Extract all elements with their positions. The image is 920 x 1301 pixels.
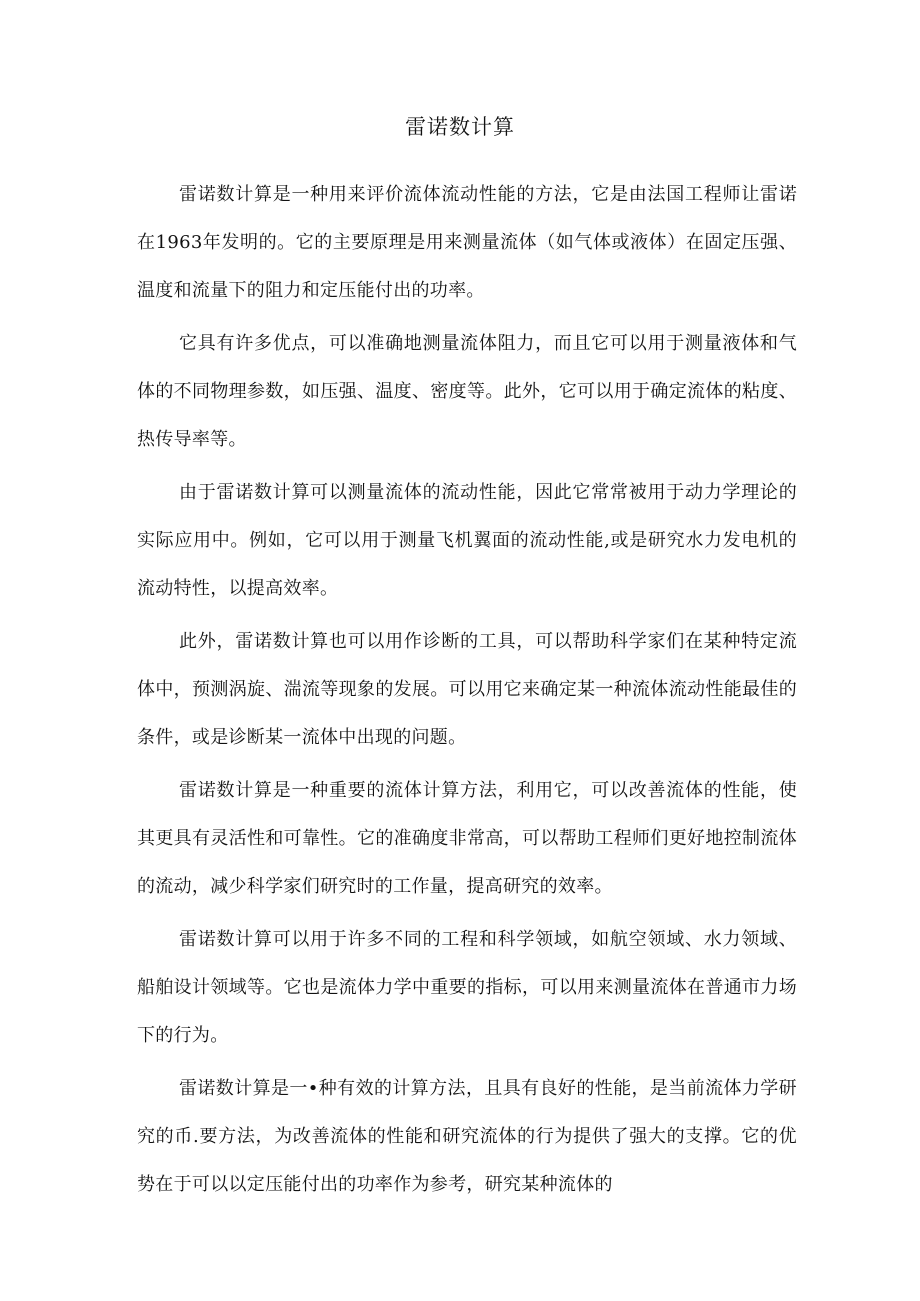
paragraph-2: 它具有许多优点，可以准确地测量流体阻力，而且它可以用于测量液体和气体的不同物理参数，如压强、温度、密度等。此外，它可以用于确定流体的粘度、热传导率等。	[137, 333, 797, 450]
paragraph-5: 雷诺数计算是一种重要的流体计算方法，利用它，可以改善流体的性能，使其更具有灵活性和可靠性。它的准确度非常高，可以帮助工程师们更好地控制流体的流动，减少科学家们研究时的工作量，提高研究的效率。	[137, 780, 797, 897]
document-body	[137, 171, 797, 1214]
paragraph-1: 雷诺数计算是一种用来评价流体流动性能的方法，它是由法国工程师让雷诺在1963年发明的。它的主要原理是用来测量流体（如气体或液体）在固定压强、温度和流量下的阻力和定压能付出的功率。	[137, 184, 797, 301]
paragraph-3: 由于雷诺数计算可以测量流体的流动性能，因此它常常被用于动力学理论的实际应用中。例如，它可以用于测量飞机翼面的流动性能,或是研究水力发电机的流动特性，以提高效率。	[137, 482, 797, 599]
document-title: 雷诺数计算	[405, 115, 515, 139]
paragraph-6: 雷诺数计算可以用于许多不同的工程和科学领域，如航空领域、水力领域、船舶设计领域等。它也是流体力学中重要的指标，可以用来测量流体在普通市力场下的行为。	[137, 929, 797, 1046]
paragraph-4: 此外，雷诺数计算也可以用作诊断的工具，可以帮助科学家们在某种特定流体中，预测涡旋、湍流等现象的发展。可以用它来确定某一种流体流动性能最佳的条件，或是诊断某一流体中出现的问题。	[137, 631, 797, 748]
paragraph-7: 雷诺数计算是一•种有效的计算方法，且具有良好的性能，是当前流体力学研究的币.要方法，为改善流体的性能和研究流体的行为提供了强大的支撑。它的优势在于可以以定压能付出的功率作为参考，研究某种流体的	[137, 1078, 797, 1195]
